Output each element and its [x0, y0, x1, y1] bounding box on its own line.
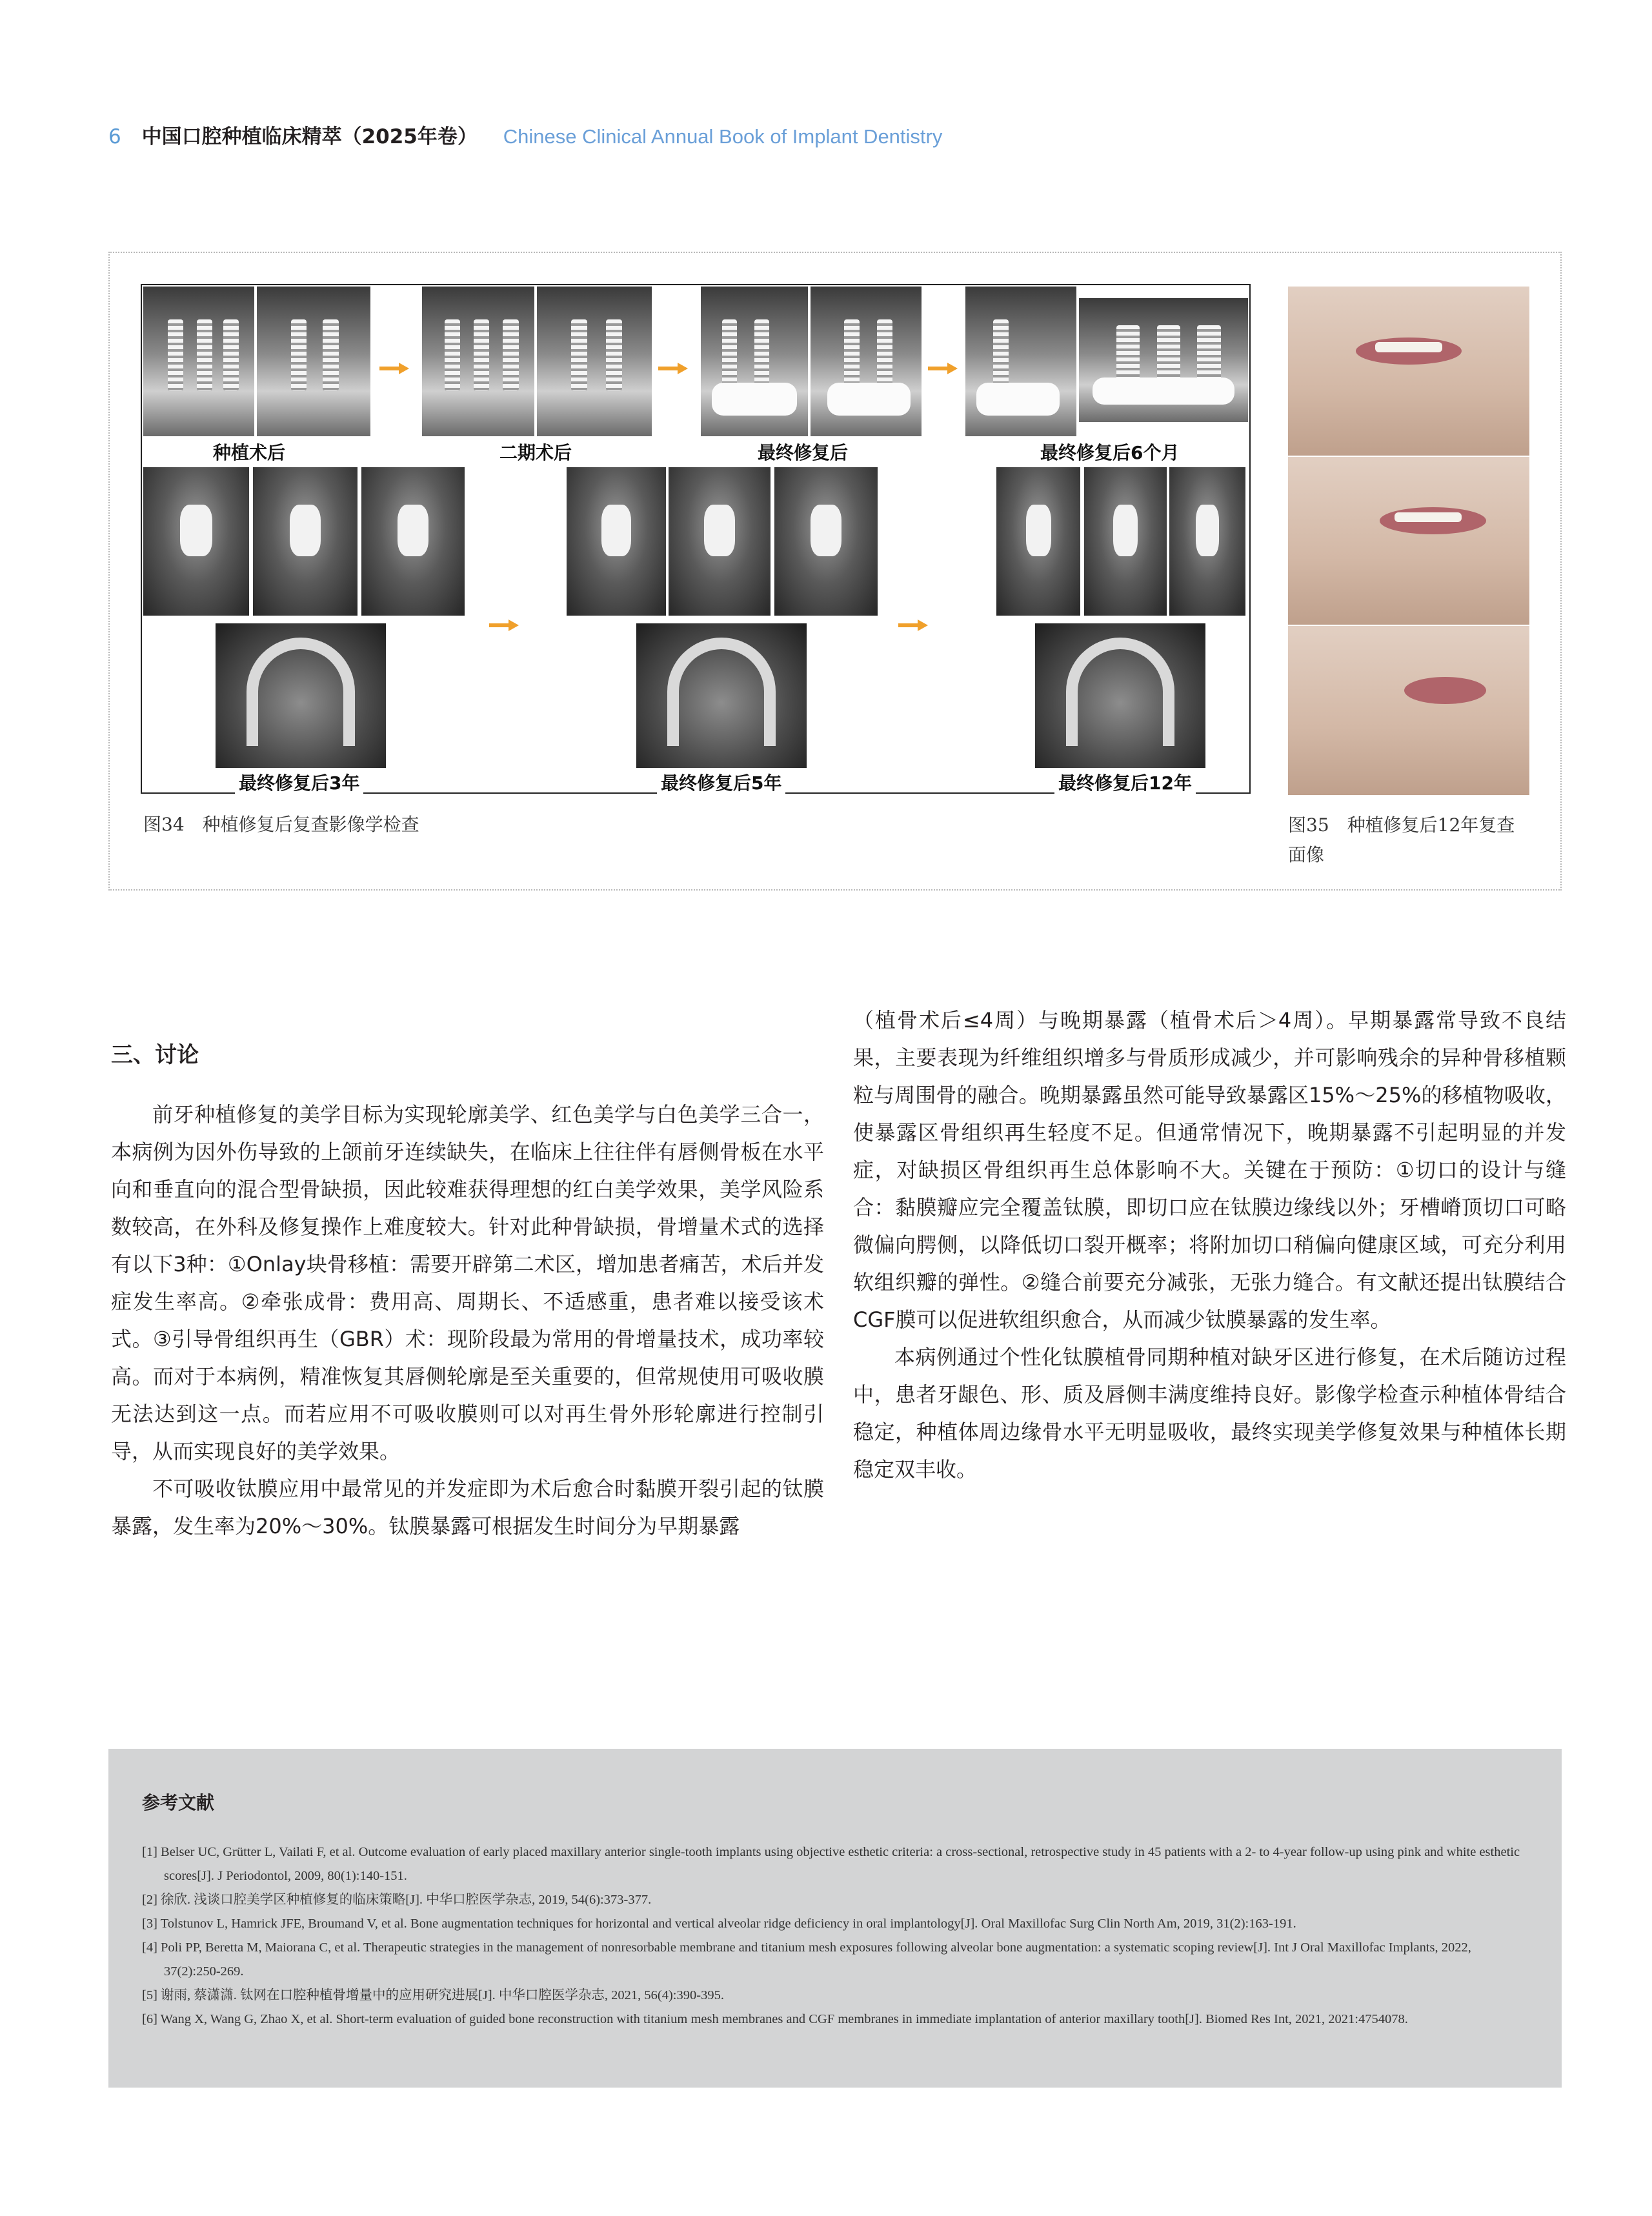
cbct-section-5y-3: [774, 467, 878, 616]
xray-after-implant-2: [257, 287, 370, 436]
section-heading: 三、讨论: [111, 1042, 199, 1068]
arrow-right-icon: [489, 619, 519, 631]
cbct-section-5y-1: [567, 467, 666, 616]
book-title-en: Chinese Clinical Annual Book of Implant Dentistry: [503, 125, 943, 148]
references-heading: 参考文献: [142, 1792, 215, 1813]
label-final-5y: 最终修复后5年: [657, 769, 785, 795]
discussion-paragraph-3: 本病例通过个性化钛膜植骨同期种植对缺牙区进行修复，在术后随访过程中，患者牙龈色、形、质及唇侧丰满度维持良好。影像学检查示种植体骨结合稳定，种植体周边缘骨水平无明显吸收，最终实现美学修复效果与种植体长期稳定双丰收。: [853, 1345, 1566, 1482]
label-final-12y: 最终修复后12年: [1054, 769, 1196, 795]
references-list: [142, 1840, 1524, 2031]
book-title-cn: 中国口腔种植临床精萃（2025年卷）: [141, 125, 478, 148]
reference-item: [5] 谢雨, 蔡潇潇. 钛网在口腔种植骨增量中的应用研究进展[J]. 中华口腔医学杂志, 2021, 56(4):390-395.: [142, 1988, 724, 2002]
reference-item: [1] Belser UC, Grütter L, Vailati F, et al. Outcome evaluation of early placed maxillary anterior single-tooth implants using objective esthetic criteria: a cross-sectional, retrospective study in 45 patients with a 2- to 4-year follow-up using pink and white esthetic scores[J]. J Periodontol, 2009, 80(1):140-151.: [142, 1845, 1520, 1883]
body-column-left: [111, 1005, 824, 1545]
xray-final-1: [701, 287, 808, 436]
xray-final-6m-1: [965, 287, 1076, 436]
arrow-right-icon: [928, 363, 958, 374]
body-column-right: [853, 1002, 1566, 1488]
cbct-section-12y-3: [1169, 467, 1245, 616]
label-final-3y: 最终修复后3年: [235, 769, 363, 795]
label-final-restoration: 最终修复后: [754, 439, 852, 465]
reference-item: [4] Poli PP, Beretta M, Maiorana C, et al. Therapeutic strategies in the management of nonresorbable membrane and titanium mesh exposures following alveolar bone augmentation: a systematic scoping review[J]. Int J Oral Maxillofac Implants, 2022, 37(2):250-269.: [142, 1940, 1471, 1979]
arrow-right-icon: [658, 363, 688, 374]
reference-item: [6] Wang X, Wang G, Zhao X, et al. Short-term evaluation of guided bone reconstruction with titanium mesh membranes and CGF membranes in immediate implantation of anterior maxillary tooth[J]. Biomed Res Int, 2021, 2021:4754078.: [142, 2012, 1408, 2026]
label-after-implant: 种植术后: [209, 439, 289, 465]
page-number: 6: [108, 125, 121, 148]
figure35-caption: [1288, 811, 1540, 870]
reference-item: [3] Tolstunov L, Hamrick JFE, Broumand V, et al. Bone augmentation techniques for horizontal and vertical alveolar ridge deficiency in oral implantology[J]. Oral Maxillofac Surg Clin North Am, 2019, 31(2):163-191.: [142, 1917, 1296, 1931]
discussion-paragraph-2: 不可吸收钛膜应用中最常见的并发症即为术后愈合时黏膜开裂引起的钛膜暴露，发生率为20%～30%。钛膜暴露可根据发生时间分为早期暴露: [111, 1476, 824, 1538]
cbct-section-5y-2: [669, 467, 771, 616]
cbct-section-12y-2: [1084, 467, 1167, 616]
cbct-axial-12y: [1035, 623, 1205, 768]
cbct-section-3y-2: [253, 467, 358, 616]
cbct-section-3y-3: [361, 467, 465, 616]
xray-final-2: [811, 287, 922, 436]
xray-second-stage-1: [422, 287, 534, 436]
face-photo-frontal: [1288, 287, 1529, 456]
cbct-axial-3y: [216, 623, 386, 768]
reference-item: [2] 徐欣. 浅谈口腔美学区种植修复的临床策略[J]. 中华口腔医学杂志, 2019, 54(6):373-377.: [142, 1893, 652, 1907]
arrow-right-icon: [379, 363, 409, 374]
label-second-stage: 二期术后: [496, 439, 576, 465]
xray-final-6m-2: [1079, 298, 1248, 422]
face-photo-three-quarter: [1288, 457, 1529, 625]
figure34-caption: 图34 种植修复后复查影像学检查: [143, 814, 419, 835]
cbct-section-12y-1: [996, 467, 1080, 616]
arrow-right-icon: [898, 619, 928, 631]
cbct-section-3y-1: [143, 467, 249, 616]
discussion-paragraph-1: 前牙种植修复的美学目标为实现轮廓美学、红色美学与白色美学三合一，本病例为因外伤导致的上颌前牙连续缺失，在临床上往往伴有唇侧骨板在水平向和垂直向的混合型骨缺损，因此较难获得理想的红白美学效果，美学风险系数较高，在外科及修复操作上难度较大。针对此种骨缺损，骨增量术式的选择有以下3种：①Onlay块骨移植：需要开辟第二术区，增加患者痛苦，术后并发症发生率高。②牵张成骨：费用高、周期长、不适感重，患者难以接受该术式。③引导骨组织再生（GBR）术：现阶段最为常用的骨增量技术，成功率较高。而对于本病例，精准恢复其唇侧轮廓是至关重要的，但常规使用可吸收膜无法达到这一点。而若应用不可吸收膜则可以对再生骨外形轮廓进行控制引导，从而实现良好的美学效果。: [111, 1102, 824, 1464]
xray-second-stage-2: [537, 287, 652, 436]
xray-after-implant-1: [143, 287, 254, 436]
discussion-paragraph-2-continued: （植骨术后≤4周）与晚期暴露（植骨术后＞4周）。早期暴露常导致不良结果，主要表现为纤维组织增多与骨质形成减少，并可影响残余的异种骨移植颗粒与周围骨的融合。晚期暴露虽然可能导致暴露区15%～25%的移植物吸收，使暴露区骨组织再生轻度不足。但通常情况下，晚期暴露不引起明显的并发症，对缺损区骨组织再生总体影响不大。关键在于预防：①切口的设计与缝合：黏膜瓣应完全覆盖钛膜，即切口应在钛膜边缘线以外；牙槽嵴顶切口可略微偏向腭侧，以降低切口裂开概率；将附加切口稍偏向健康区域，可充分利用软组织瓣的弹性。②缝合前要充分减张，无张力缝合。有文献还提出钛膜结合CGF膜可以促进软组织愈合，从而减少钛膜暴露的发生率。: [853, 1008, 1566, 1332]
running-header: [108, 120, 942, 149]
figure35-caption-line2: 面像: [1288, 844, 1325, 865]
face-photo-profile: [1288, 626, 1529, 795]
figure35-caption-line1: 图35 种植修复后12年复查: [1288, 814, 1515, 836]
cbct-axial-5y: [636, 623, 807, 768]
references-box: [108, 1749, 1562, 2088]
label-final-6m: 最终修复后6个月: [1036, 439, 1183, 465]
